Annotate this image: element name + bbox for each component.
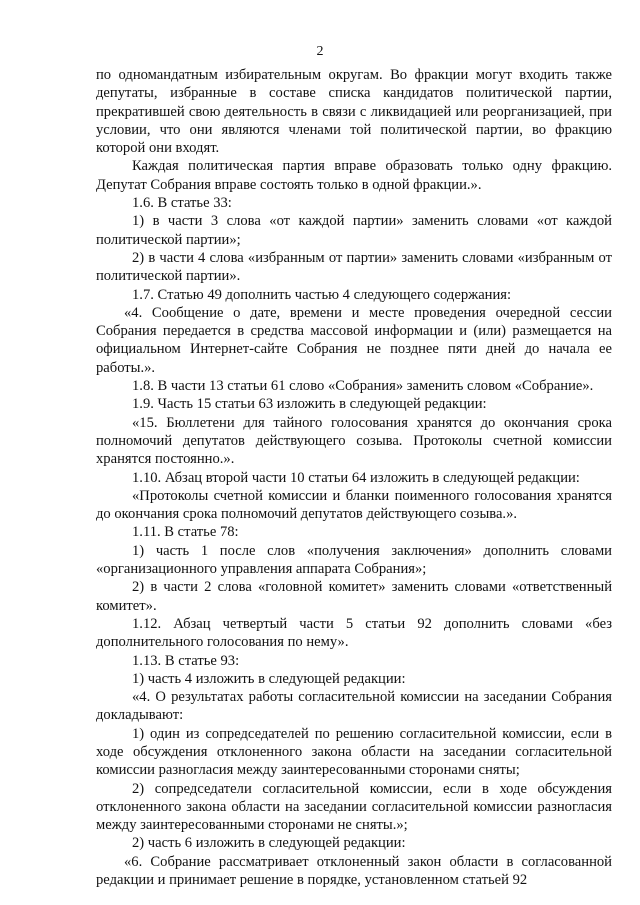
page-number: 2 bbox=[316, 44, 324, 59]
section-heading: 1.11. В статье 78: bbox=[132, 524, 239, 541]
section-heading: 1.13. В статье 93: bbox=[132, 652, 240, 669]
paragraph: Каждая политическая партия вправе образовать только одну фракцию. Депутат Собрания вправе состоять только в одной фракции.». bbox=[96, 158, 612, 193]
paragraph: 1) часть 4 изложить в следующей редакции: bbox=[132, 670, 406, 687]
paragraph: 2) часть 6 изложить в следующей редакции: bbox=[132, 835, 406, 852]
quoted-paragraph: «4. О результатах работы согласительной комиссии на заседании Собрания докладывают: bbox=[96, 689, 612, 724]
paragraph: 2) в части 4 слова «избранным от партии» заменить словами «избранным от политической партии». bbox=[96, 249, 612, 285]
section-heading: 1.9. Часть 15 статьи 63 изложить в следующей редакции: bbox=[132, 396, 487, 413]
paragraph: 1) в части 3 слова «от каждой партии» заменить словами «от каждой политической партии»; bbox=[96, 213, 612, 248]
section-heading: 1.8. В части 13 статьи 61 слово «Собрания» заменить словом «Собрание». bbox=[132, 378, 594, 395]
section-heading: 1.7. Статью 49 дополнить частью 4 следующего содержания: bbox=[132, 286, 512, 303]
paragraph: 1) один из сопредседателей по решению согласительной комиссии, если в ходе обсуждения отклоненного закона области на заседании согласительной комиссии разногласия между заинтересованными сторонами сняты; bbox=[96, 725, 612, 779]
section-heading: 1.10. Абзац второй части 10 статьи 64 изложить в следующей редакции: bbox=[132, 469, 580, 486]
paragraph: 2) сопредседатели согласительной комиссии, если в ходе обсуждения отклоненного закона области на заседании согласительной комиссии разногласия между заинтересованными сторонами не сняты.»; bbox=[96, 780, 612, 834]
section-heading: 1.6. В статье 33: bbox=[132, 195, 232, 212]
paragraph: 2) в части 2 слова «головной комитет» заменить словами «ответственный комитет». bbox=[96, 579, 612, 614]
quoted-paragraph: «6. Собрание рассматривает отклоненный закон области в согласованной редакции и принимает решение в порядке, установленном статьей 92 bbox=[96, 853, 612, 889]
quoted-paragraph: «Протоколы счетной комиссии и бланки поименного голосования хранятся до окончания срока полномочий депутатов действующего созыва.». bbox=[96, 487, 612, 523]
document-body bbox=[96, 66, 612, 889]
section-heading: 1.12. Абзац четвертый части 5 статьи 92 дополнить словами «без дополнительного голосования по нему». bbox=[96, 615, 612, 651]
quoted-paragraph: «4. Сообщение о дате, времени и месте проведения очередной сессии Собрания передается в средства массовой информации и (или) размещается на официальном Интернет-сайте Собрания не позднее пяти дней до начала ее работы.». bbox=[96, 304, 612, 376]
quoted-paragraph: «15. Бюллетени для тайного голосования хранятся до окончания срока полномочий депутатов действующего созыва. Протоколы счетной комиссии хранятся постоянно.». bbox=[96, 414, 612, 468]
paragraph: 1) часть 1 после слов «получения заключения» дополнить словами «организационного управления аппарата Собрания»; bbox=[96, 542, 612, 578]
paragraph: по одномандатным избирательным округам. Во фракции могут входить также депутаты, избранные в составе списка кандидатов политической партии, прекратившей свою деятельность в связи с ликвидацией или реорганизацией, при условии, что они являются членами той политической партии, во фракцию которой они входят. bbox=[96, 67, 612, 157]
